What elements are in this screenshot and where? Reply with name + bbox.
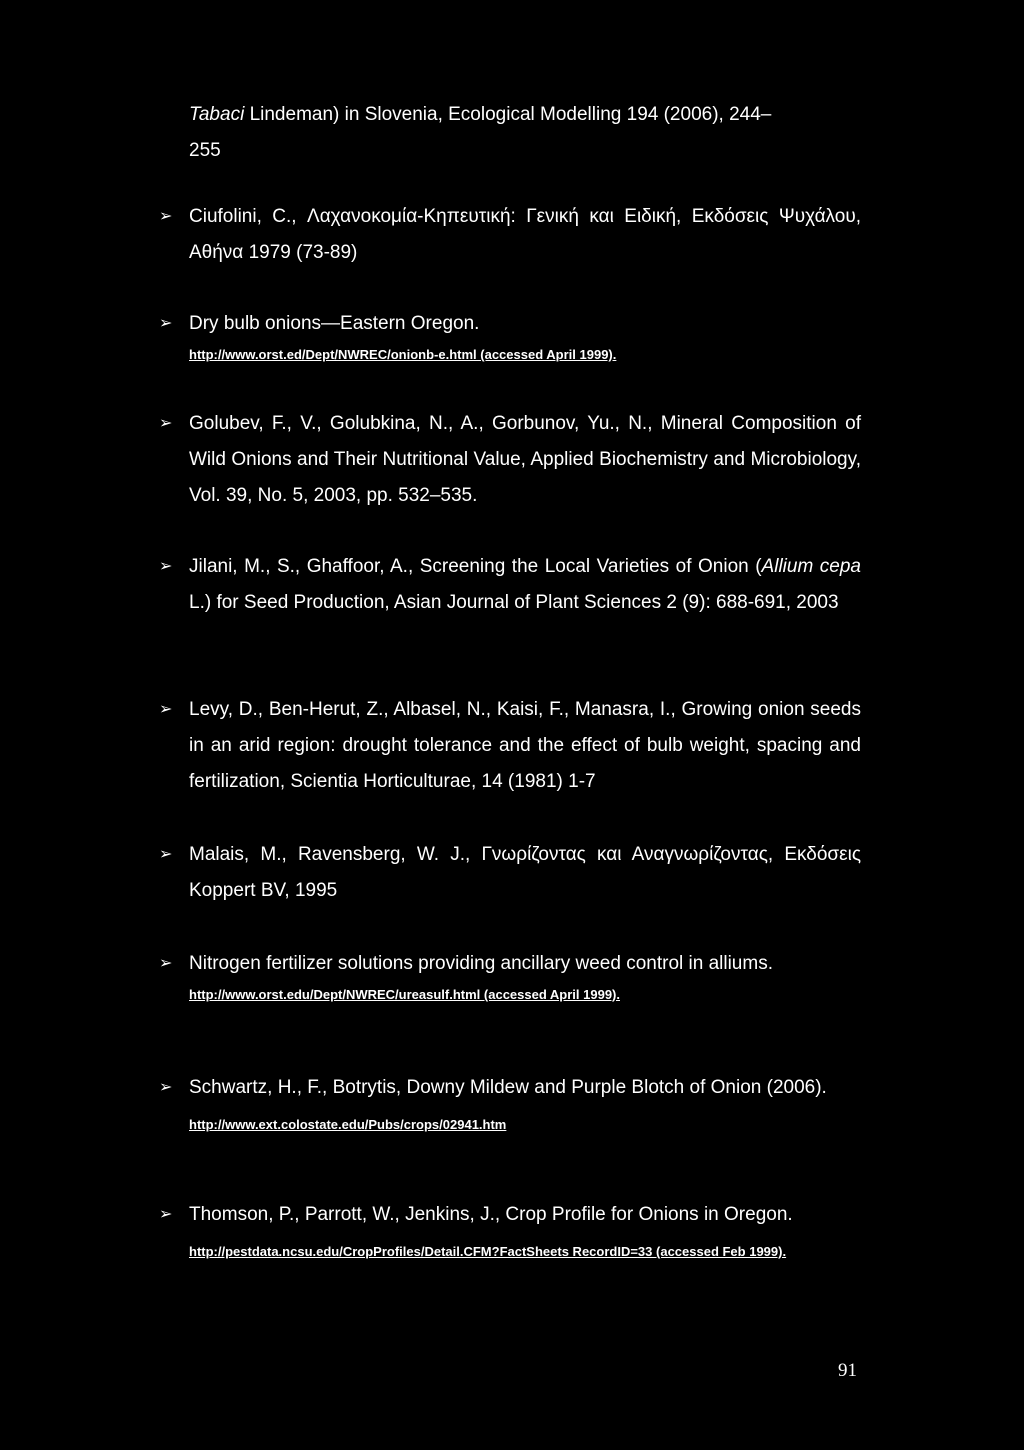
arrow-bullet-icon: ➢ (159, 208, 173, 225)
arrow-bullet-icon: ➢ (159, 315, 173, 332)
reference-text: Jilani, M., S., Ghaffoor, A., Screening the Local Varieties of Onion ( (189, 556, 762, 577)
reference-italic-lead: Tabaci (189, 104, 245, 125)
reference-item (159, 406, 861, 514)
arrow-bullet-icon: ➢ (159, 846, 173, 863)
reference-text: L.) for Seed Production, Asian Journal of Plant Sciences 2 (9): 688-691, 2003 (189, 592, 839, 613)
reference-continuation (189, 97, 861, 169)
reference-item (159, 306, 861, 368)
reference-text: Lindeman) in Slovenia, Ecological Modelling 194 (2006), 244– (244, 104, 772, 125)
arrow-bullet-icon: ➢ (159, 1079, 173, 1096)
reference-text: 255 (189, 140, 221, 161)
reference-text: Malais, M., Ravensberg, W. J., Γνωρίζοντας και Αναγνωρίζοντας, Εκδόσεις Koppert BV, 1995 (189, 844, 861, 901)
reference-link[interactable]: http://pestdata.ncsu.edu/CropProfiles/Detail.CFM?FactSheets RecordID=33 (accessed Feb 1999). (189, 1244, 787, 1259)
reference-italic: Allium cepa (761, 556, 861, 577)
reference-item (159, 837, 861, 909)
reference-item (159, 199, 861, 271)
arrow-bullet-icon: ➢ (159, 415, 173, 432)
reference-text: Nitrogen fertilizer solutions providing ancillary weed control in alliums. (189, 953, 773, 974)
reference-item (159, 1070, 861, 1142)
arrow-bullet-icon: ➢ (159, 1206, 173, 1223)
arrow-bullet-icon: ➢ (159, 701, 173, 718)
reference-item (159, 1197, 861, 1269)
reference-text: Ciufolini, C., Λαχανοκομία-Κηπευτική: Γενική και Ειδική, Εκδόσεις Ψυχάλου, Αθήνα 1979 (73-89) (189, 206, 861, 263)
reference-text: Schwartz, H., F., Botrytis, Downy Mildew and Purple Blotch of Onion (2006). (189, 1077, 827, 1098)
arrow-bullet-icon: ➢ (159, 955, 173, 972)
reference-item (159, 692, 861, 800)
reference-item (159, 946, 861, 1008)
reference-text: Golubev, F., V., Golubkina, N., A., Gorbunov, Yu., N., Mineral Composition of Wild Onions and Their Nutritional Value, Applied Biochemistry and Microbiology, Vol. 39, No. 5, 2003, pp. 532–535. (189, 413, 861, 506)
reference-text: Thomson, P., Parrott, W., Jenkins, J., Crop Profile for Onions in Oregon. (189, 1204, 793, 1225)
reference-link[interactable]: http://www.orst.edu/Dept/NWREC/ureasulf.html (accessed April 1999). (189, 987, 620, 1002)
page-number: 91 (838, 1360, 857, 1381)
arrow-bullet-icon: ➢ (159, 558, 173, 575)
reference-link[interactable]: http://www.ext.colostate.edu/Pubs/crops/02941.htm (189, 1117, 507, 1132)
reference-item (159, 549, 861, 621)
reference-text: Levy, D., Ben-Herut, Z., Albasel, N., Kaisi, F., Manasra, I., Growing onion seeds in an arid region: drought tolerance and the effect of bulb weight, spacing and fertilization, Scientia Horticulturae, 14 (1981) 1-7 (189, 699, 861, 792)
reference-link[interactable]: http://www.orst.ed/Dept/NWREC/onionb-e.html (accessed April 1999). (189, 347, 617, 362)
reference-text: Dry bulb onions—Eastern Oregon. (189, 313, 480, 334)
